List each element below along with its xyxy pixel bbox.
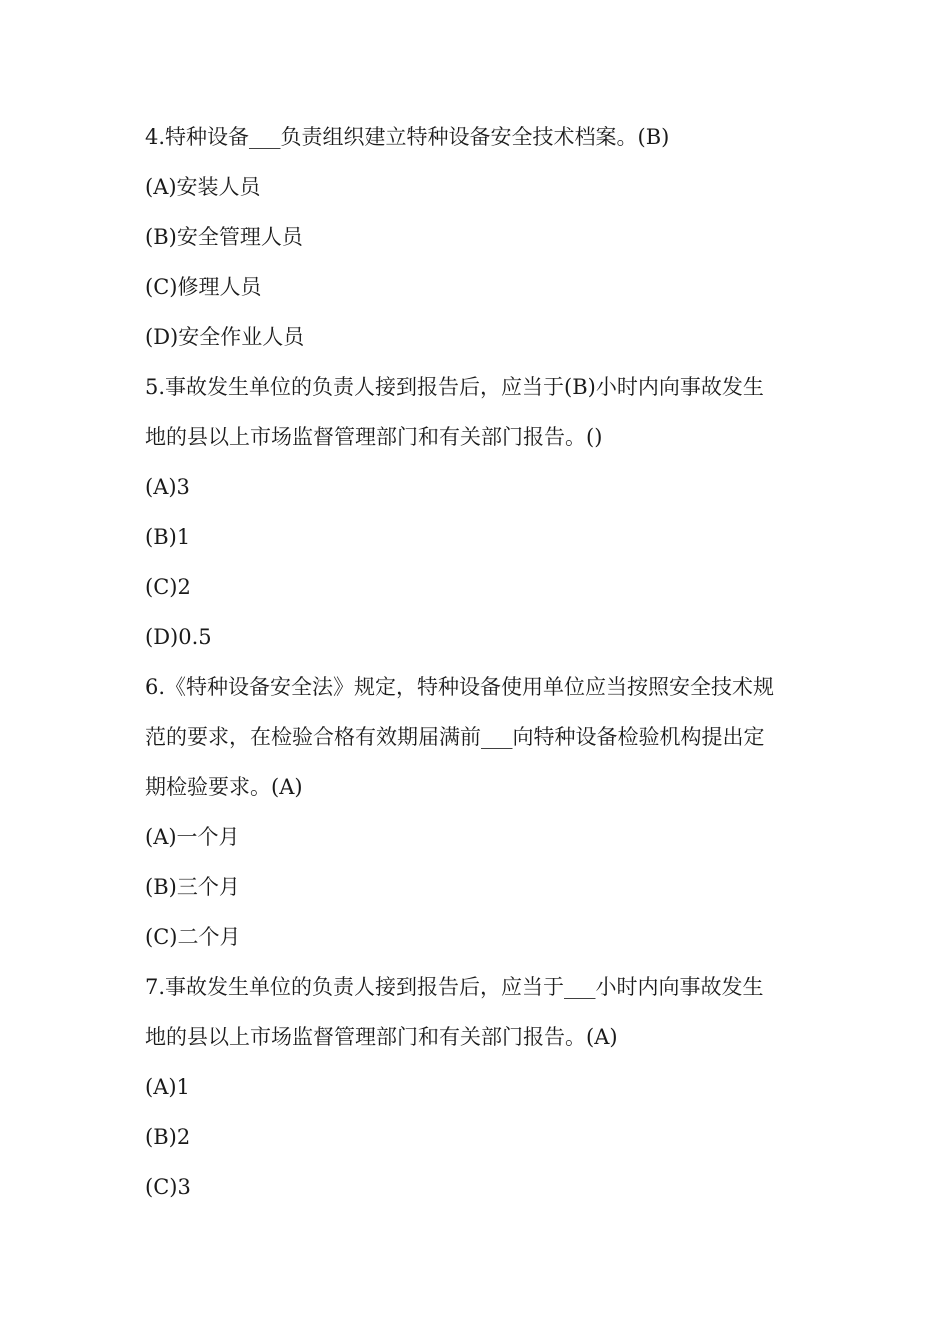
- question-6-option-c: (C)二个月: [145, 925, 241, 949]
- question-5-option-a: (A)3: [145, 475, 190, 499]
- question-4-option-b: (B)安全管理人员: [145, 225, 303, 249]
- question-list: [145, 112, 815, 1212]
- question-7: [145, 962, 815, 1212]
- question-7-option-b: (B)2: [145, 1125, 191, 1149]
- question-5: [145, 362, 815, 662]
- question-6-text-line-3: 期检验要求。(A): [145, 775, 303, 799]
- question-5-text-line-2: 地的县以上市场监督管理部门和有关部门报告。(): [145, 425, 603, 449]
- question-5-text-line-1: 5.事故发生单位的负责人接到报告后，应当于(B)小时内向事故发生: [145, 375, 764, 399]
- question-4-option-d: (D)安全作业人员: [145, 325, 305, 349]
- question-5-option-b: (B)1: [145, 525, 191, 549]
- question-7-option-a: (A)1: [145, 1075, 190, 1099]
- question-4-option-a: (A)安装人员: [145, 175, 261, 199]
- question-6: [145, 662, 815, 962]
- question-7-text-line-2: 地的县以上市场监督管理部门和有关部门报告。(A): [145, 1025, 618, 1049]
- question-7-option-c: (C)3: [145, 1175, 191, 1199]
- question-4-option-c: (C)修理人员: [145, 275, 262, 299]
- question-6-text-line-1: 6.《特种设备安全法》规定，特种设备使用单位应当按照安全技术规: [145, 675, 775, 699]
- question-4-text: 4.特种设备___负责组织建立特种设备安全技术档案。(B): [145, 125, 670, 149]
- question-5-option-d: (D)0.5: [145, 625, 212, 649]
- question-5-option-c: (C)2: [145, 575, 191, 599]
- question-4: [145, 112, 815, 362]
- question-7-text-line-1: 7.事故发生单位的负责人接到报告后，应当于___小时内向事故发生: [145, 975, 764, 999]
- question-6-option-b: (B)三个月: [145, 875, 240, 899]
- question-6-text-line-2: 范的要求，在检验合格有效期届满前___向特种设备检验机构提出定: [145, 725, 765, 749]
- question-6-option-a: (A)一个月: [145, 825, 240, 849]
